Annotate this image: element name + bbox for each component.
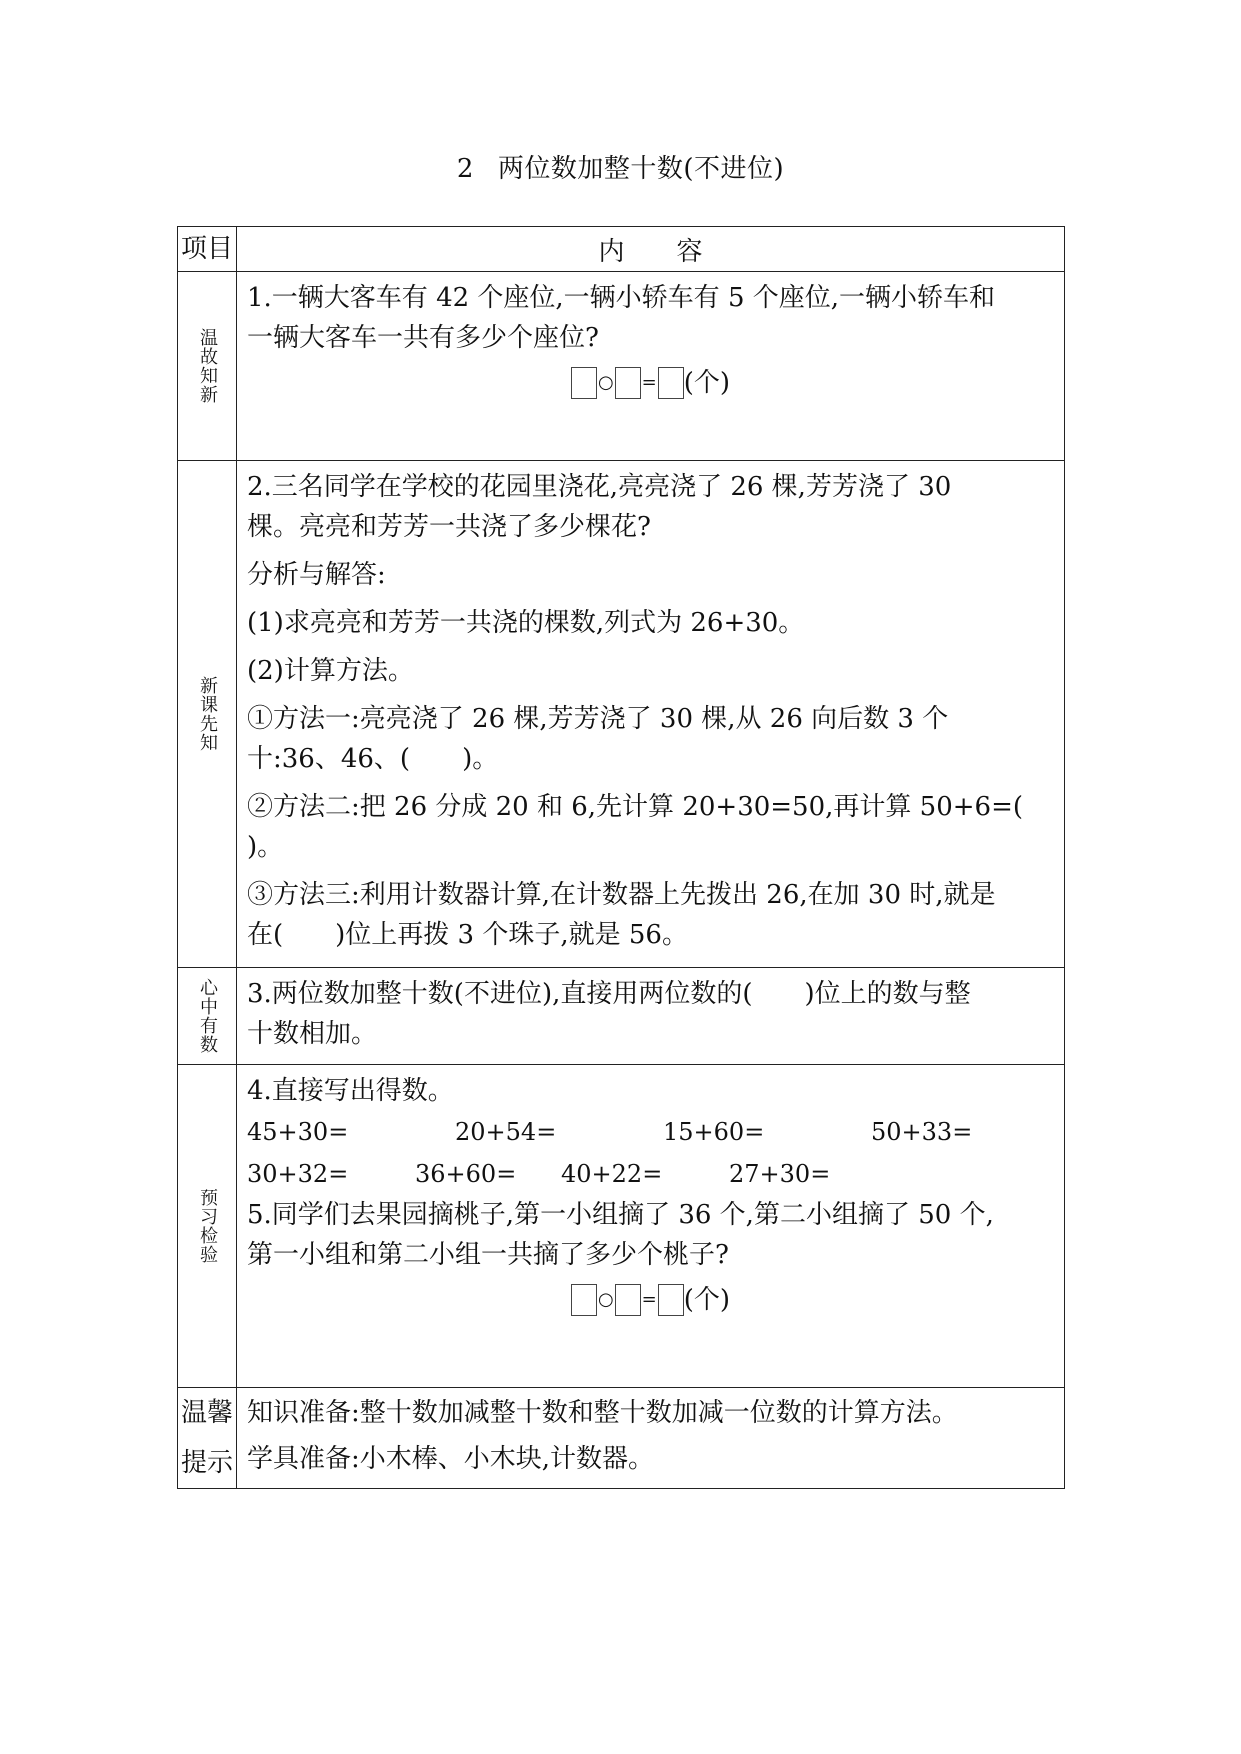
- answer-box[interactable]: [615, 367, 641, 399]
- answer-boxes-5: [247, 1279, 1054, 1320]
- answer-box[interactable]: [658, 367, 684, 399]
- question-2-line2: 棵。亮亮和芳芳一共浇了多少棵花?: [247, 512, 651, 542]
- section-check: [178, 1065, 1065, 1388]
- section-preview: [178, 461, 1065, 968]
- method-1-line1: ①方法一:亮亮浇了 26 棵,芳芳浇了 30 棵,从 26 向后数 3 个: [247, 704, 949, 734]
- answer-box[interactable]: [571, 1284, 597, 1316]
- answer-boxes-1: [247, 362, 1054, 403]
- section-summary: [178, 968, 1065, 1065]
- tip-knowledge: 知识准备:整十数加减整十数和整十数加减一位数的计算方法。: [247, 1398, 958, 1428]
- method-3-line1: ③方法三:利用计数器计算,在计数器上先拨出 26,在加 30 时,就是: [247, 880, 996, 910]
- section-preview-content: [237, 461, 1065, 968]
- answer-box[interactable]: [615, 1284, 641, 1316]
- equals-sign: =: [641, 1289, 657, 1310]
- equals-sign: =: [641, 372, 657, 393]
- step-1: (1)求亮亮和芳芳一共浇的棵数,列式为 26+30。: [247, 608, 805, 638]
- section-review: [178, 272, 1065, 461]
- answer-box[interactable]: [571, 367, 597, 399]
- question-5-line2: 第一小组和第二小组一共摘了多少个桃子?: [247, 1240, 729, 1270]
- analysis-heading: 分析与解答:: [247, 560, 386, 590]
- section-tips: [178, 1388, 1065, 1489]
- section-label-summary: 心中有数: [178, 968, 237, 1065]
- question-5-line1: 5.同学们去果园摘桃子,第一小组摘了 36 个,第二小组摘了 50 个,: [247, 1200, 994, 1230]
- tips-label-line1: 温馨: [180, 1398, 233, 1428]
- question-2-line1: 2.三名同学在学校的花园里浇花,亮亮浇了 26 棵,芳芳浇了 30: [247, 472, 952, 502]
- section-summary-content: [237, 968, 1065, 1065]
- section-label-tips: [178, 1388, 237, 1489]
- operator-circle: ○: [597, 1289, 614, 1310]
- tips-label-line2: 提示: [180, 1448, 233, 1478]
- method-3-line2: 在( )位上再拨 3 个珠子,就是 56。: [247, 920, 688, 950]
- method-2-line1: ②方法二:把 26 分成 20 和 6,先计算 20+30=50,再计算 50+6=(: [247, 792, 1024, 822]
- exercise-row-2: [247, 1153, 1054, 1195]
- exercise-item: 27+30=: [729, 1160, 831, 1188]
- method-1-line2: 十:36、46、( )。: [247, 744, 499, 774]
- page-title: [0, 148, 1241, 185]
- exercise-item: 50+33=: [871, 1118, 973, 1146]
- step-2: (2)计算方法。: [247, 656, 414, 686]
- exercise-item: 40+22=: [561, 1160, 663, 1188]
- question-4: 4.直接写出得数。: [247, 1076, 454, 1106]
- exercise-item: 30+32=: [247, 1160, 349, 1188]
- worksheet-table: [177, 226, 1065, 1489]
- question-1-line1: 1.一辆大客车有 42 个座位,一辆小轿车有 5 个座位,一辆小轿车和: [247, 283, 996, 313]
- header-content: 内 容: [237, 227, 1065, 272]
- section-label-review: 温故知新: [178, 272, 237, 461]
- question-3-line1: 3.两位数加整十数(不进位),直接用两位数的( )位上的数与整: [247, 979, 971, 1009]
- section-tips-content: [237, 1388, 1065, 1489]
- header-item: 项目: [178, 227, 237, 272]
- section-review-content: [237, 272, 1065, 461]
- header-row: [178, 227, 1065, 272]
- exercise-item: 36+60=: [415, 1160, 517, 1188]
- title-number: 2: [456, 154, 474, 184]
- exercise-row-1: [247, 1111, 1054, 1153]
- section-check-content: [237, 1065, 1065, 1388]
- method-2-line2: )。: [247, 832, 284, 862]
- section-label-preview: 新课先知: [178, 461, 237, 968]
- question-3-line2: 十数相加。: [247, 1019, 378, 1049]
- unit-label: (个): [683, 1285, 731, 1315]
- exercise-item: 20+54=: [455, 1118, 557, 1146]
- operator-circle: ○: [597, 372, 614, 393]
- tip-tools: 学具准备:小木棒、小木块,计数器。: [247, 1444, 655, 1474]
- title-text: 两位数加整十数(不进位): [497, 154, 785, 184]
- answer-box[interactable]: [658, 1284, 684, 1316]
- exercise-item: 15+60=: [663, 1118, 765, 1146]
- section-label-check: 预习检验: [178, 1065, 237, 1388]
- exercise-item: 45+30=: [247, 1118, 349, 1146]
- unit-label: (个): [683, 368, 731, 398]
- question-1-line2: 一辆大客车一共有多少个座位?: [247, 323, 599, 353]
